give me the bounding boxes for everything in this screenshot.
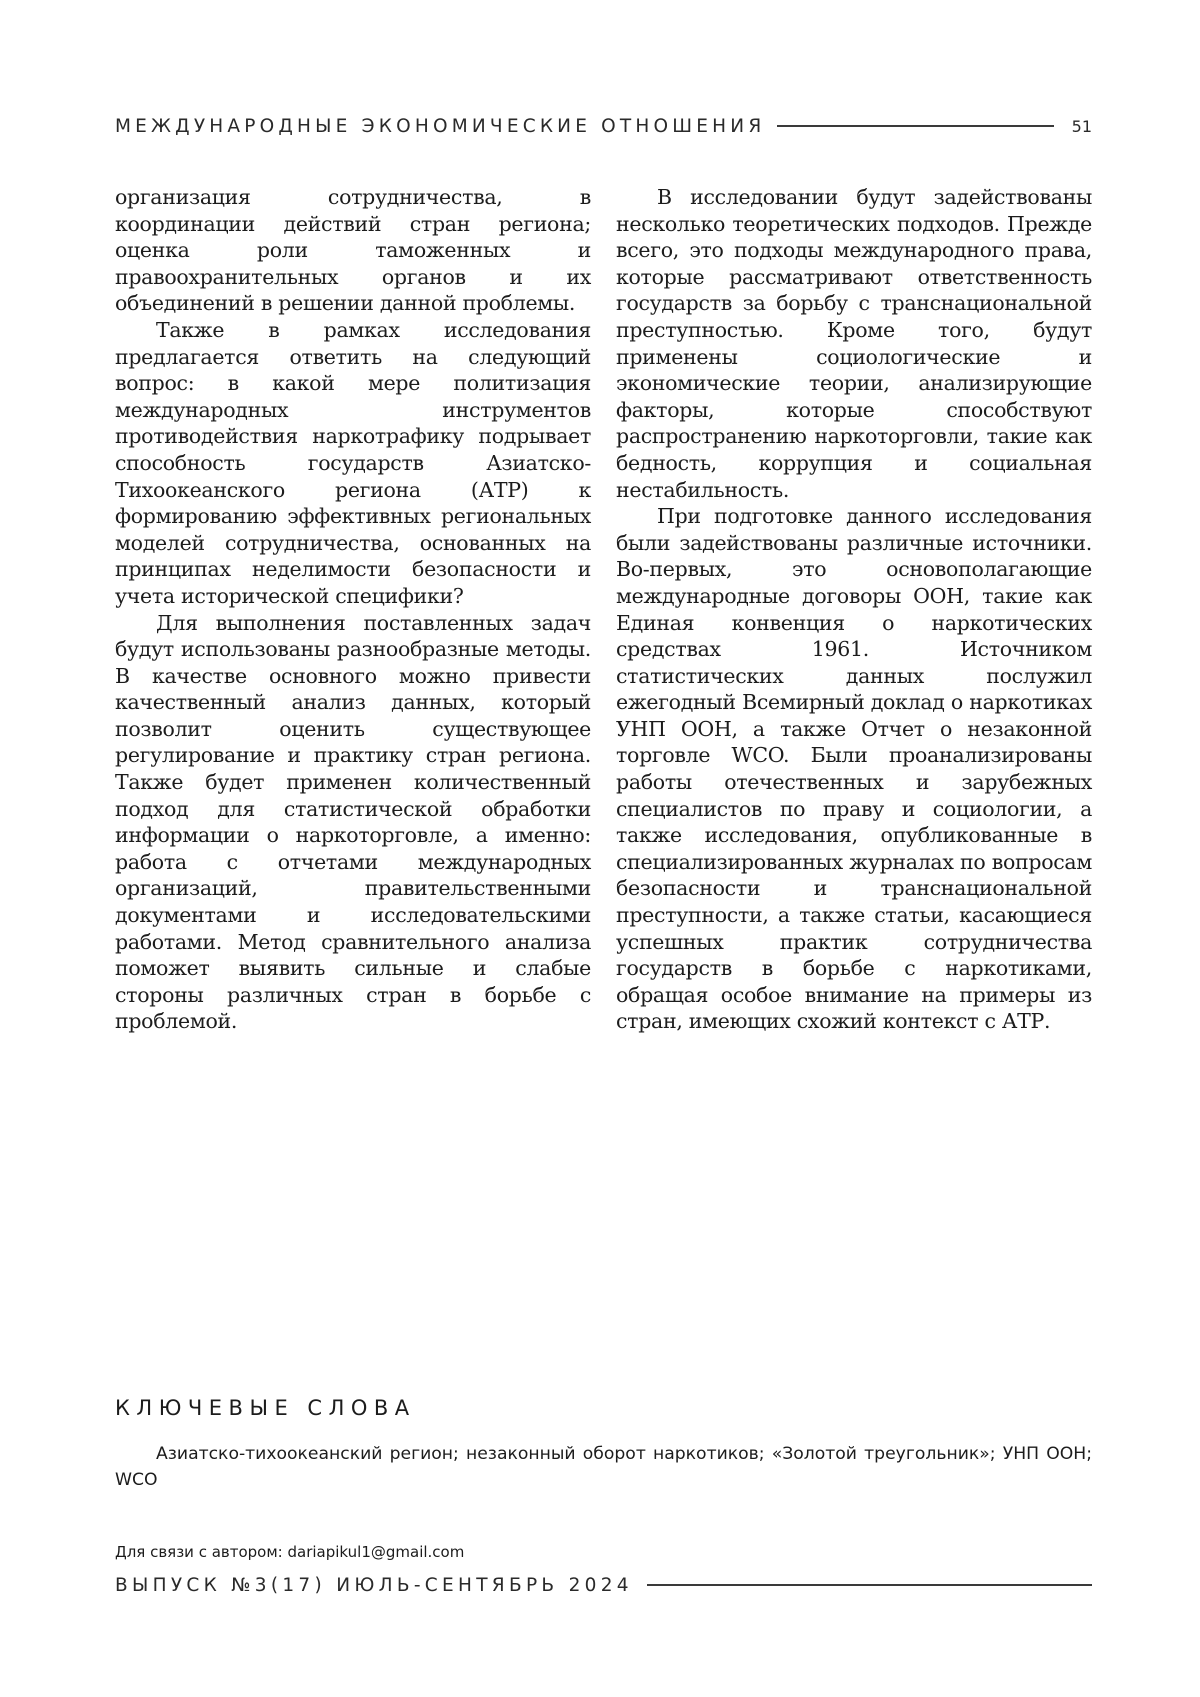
left-column — [115, 184, 591, 1035]
paragraph: При подготовке данного исследования были задействованы различные источники. Во-первых, это основополагающие международные договоры ООН, такие как Единая конвенция о наркотических средствах 1961. Источником статистических данных послужил ежегодный Всемирный доклад о наркотиках УНП ООН, а также Отчет о незаконной торговле WCO. Были проанализированы работы отечественных и зарубежных специалистов по праву и социологии, а также исследования, опубликованные в специализированных журналах по вопросам безопасности и транснациональной преступности, а также статьи, касающиеся успешных практик сотрудничества государств в борьбе с наркотиками, обращая особое внимание на примеры из стран, имеющих схожий контекст с АТР. — [616, 504, 1092, 1034]
running-footer — [115, 1571, 1092, 1599]
paragraph: В исследовании будут задействованы несколько теоретических подходов. Прежде всего, это подходы международного права, которые рассматривают ответственность государств за борьбу с транснациональной преступностью. Кроме того, будут применены социологические и экономические теории, анализирующие факторы, которые способствуют распространению наркоторговли, такие как бедность, коррупция и социальная нестабильность. — [616, 185, 1092, 502]
section-title: МЕЖДУНАРОДНЫЕ ЭКОНОМИЧЕСКИЕ ОТНОШЕНИЯ — [115, 115, 766, 137]
paragraph: Для выполнения поставленных задач будут использованы разнообразные методы. В качестве основного можно привести качественный анализ данных, который позволит оценить существующее регулирование и практику стран региона. Также будет применен количественный подход для статистической обработки информации о наркоторговле, а именно: работа с отчетами международных организаций, правительственными документами и исследовательскими работами. Метод сравнительного анализа поможет выявить сильные и слабые стороны различных стран в борьбе с проблемой. — [115, 610, 591, 1034]
paragraph: организация сотрудничества, в координации действий стран региона; оценка роли таможенных и правоохранительных органов и их объединений в решении данной проблемы. — [115, 185, 591, 316]
article-body — [115, 184, 1092, 1035]
paragraph: Также в рамках исследования предлагается ответить на следующий вопрос: в какой мере политизация международных инструментов противодействия наркотрафику подрывает способность государств Азиатско-Тихоокеанского региона (АТР) к формированию эффективных региональных моделей сотрудничества, основанных на принципах неделимости безопасности и учета исторической специфики? — [115, 317, 591, 608]
page-number: 51 — [1071, 116, 1092, 136]
issue-label: ВЫПУСК №3(17) ИЮЛЬ-СЕНТЯБРЬ 2024 — [115, 1574, 633, 1596]
right-column — [616, 184, 1092, 1035]
author-contact: Для связи с автором: dariapikul1@gmail.com — [115, 1543, 465, 1561]
header-rule — [777, 125, 1053, 127]
keywords-text: Азиатско-тихоокеанский регион; незаконный оборот наркотиков; «Золотой треугольник»; УНП ООН; WCO — [115, 1444, 1092, 1490]
running-header — [115, 112, 1092, 140]
footer-rule — [647, 1584, 1092, 1586]
keywords-heading: КЛЮЧЕВЫЕ СЛОВА — [115, 1396, 416, 1420]
